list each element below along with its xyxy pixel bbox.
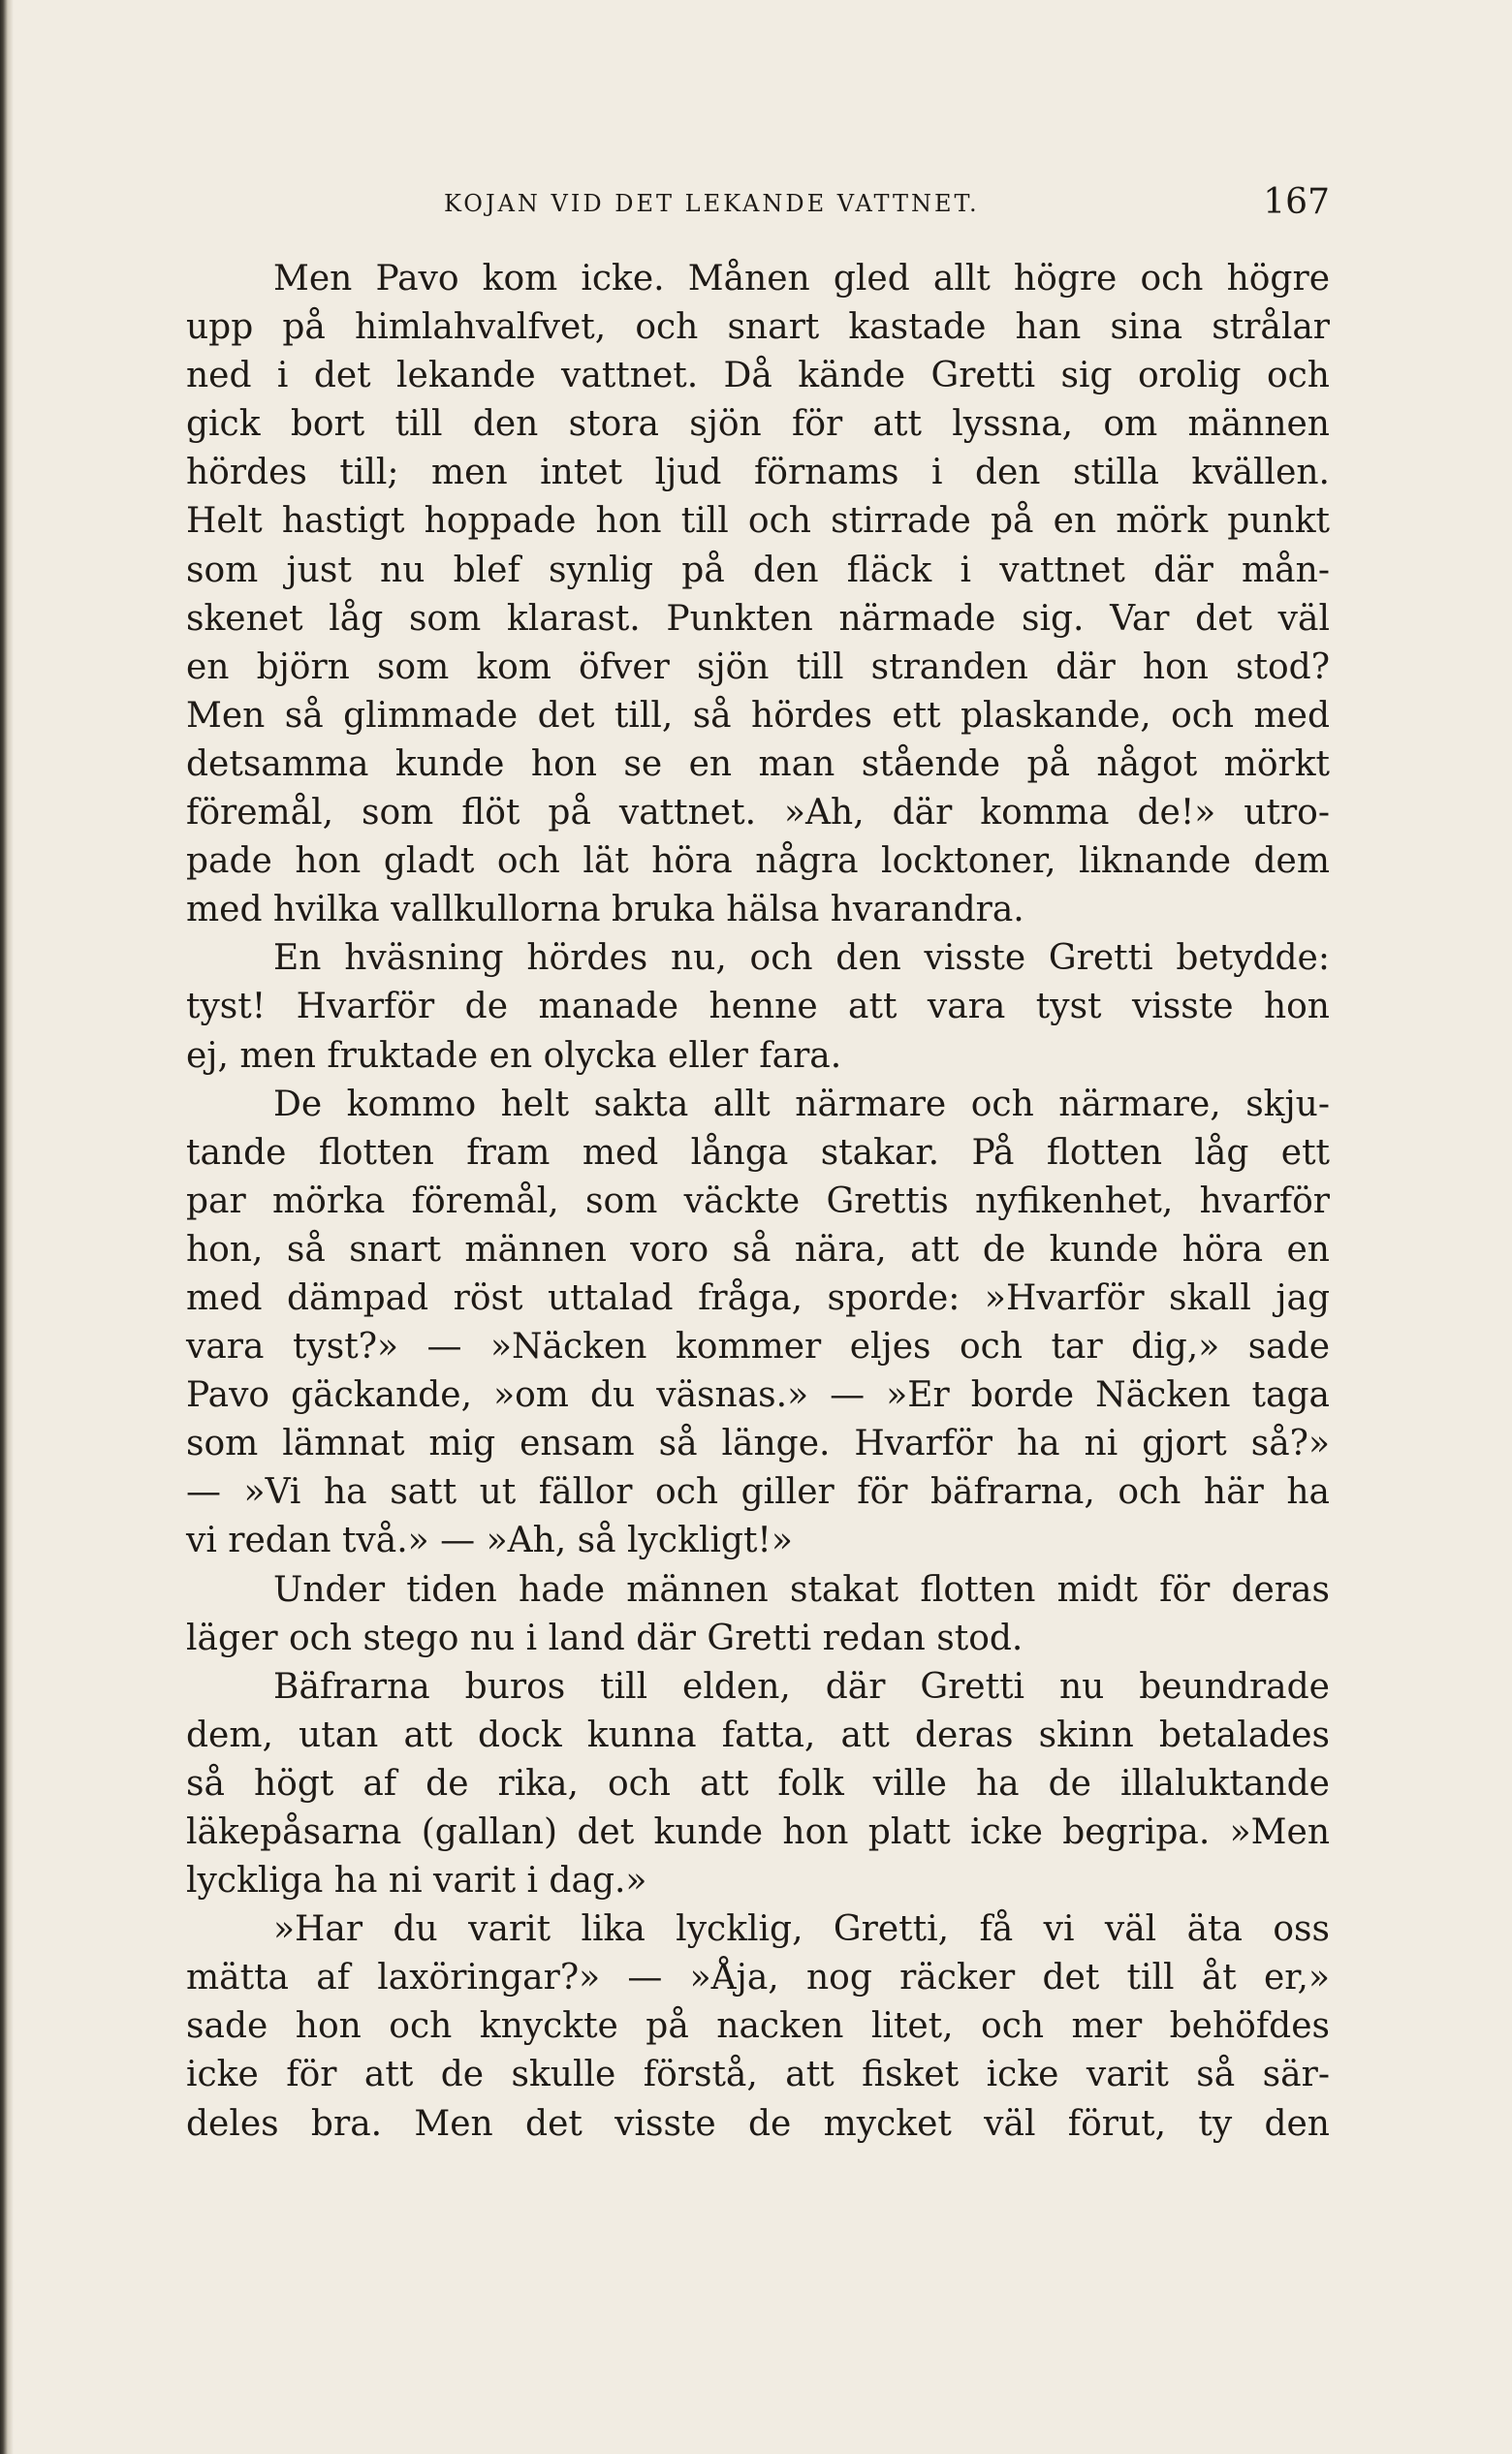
text-line: läkepåsarna (gallan) det kunde hon platt icke begripa. »Men — [186, 1812, 1330, 1852]
text-line: par mörka föremål, som väckte Grettis nyfikenhet, hvarför — [186, 1180, 1330, 1221]
text-line: — »Vi ha satt ut fällor och giller för bäfrarna, och här ha — [186, 1472, 1330, 1513]
running-title: KOJAN VID DET LEKANDE VATTNET. — [444, 190, 980, 217]
text-line: detsamma kunde hon se en man stående på något mörkt — [186, 743, 1330, 784]
text-line: skenet låg som klarast. Punkten närmade sig. Var det väl — [186, 598, 1330, 639]
text-line: ej, men fruktade en olycka eller fara. — [186, 1035, 842, 1076]
page-number: 167 — [1263, 182, 1330, 222]
text-line: ned i det lekande vattnet. Då kände Gretti sig orolig och — [186, 356, 1330, 396]
text-line: Men så glimmade det till, så hördes ett plaskande, och med — [186, 695, 1330, 736]
text-line: föremål, som flöt på vattnet. »Ah, där komma de!» utro- — [186, 793, 1330, 834]
text-line: »Har du varit lika lycklig, Gretti, få vi väl äta oss — [273, 1909, 1330, 1950]
text-line: Helt hastigt hoppade hon till och stirrade på en mörk punkt — [186, 501, 1330, 542]
text-line: hon, så snart männen voro så nära, att de kunde höra en — [186, 1229, 1330, 1270]
text-line: lyckliga ha ni varit i dag.» — [186, 1861, 647, 1902]
text-line: pade hon gladt och lät höra några locktoner, liknande dem — [186, 841, 1330, 882]
text-line: Under tiden hade männen stakat flotten midt för deras — [273, 1569, 1330, 1610]
text-line: En hväsning hördes nu, och den visste Gretti betydde: — [273, 938, 1330, 979]
text-line: vara tyst?» — »Näcken kommer eljes och tar dig,» sade — [186, 1327, 1330, 1368]
text-line: gick bort till den stora sjön för att lyssna, om männen — [186, 404, 1330, 445]
text-line: Men Pavo kom icke. Månen gled allt högre och högre — [273, 259, 1330, 299]
text-line: tyst! Hvarför de manade henne att vara tyst visste hon — [186, 987, 1330, 1027]
page-header — [444, 182, 1330, 227]
text-line: med hvilka vallkullorna bruka hälsa hvarandra. — [186, 890, 1024, 930]
text-line: sade hon och knyckte på nacken litet, och mer behöfdes — [186, 2006, 1330, 2047]
text-line: läger och stego nu i land där Gretti redan stod. — [186, 1618, 1024, 1658]
text-line: en björn som kom öfver sjön till stranden där hon stod? — [186, 646, 1330, 687]
text-line: tande flotten fram med långa stakar. På flotten låg ett — [186, 1132, 1330, 1173]
text-line: deles bra. Men det visste de mycket väl förut, ty den — [186, 2103, 1330, 2144]
text-line: hördes till; men intet ljud förnams i den stilla kvällen. — [186, 453, 1330, 493]
text-line: så högt af de rika, och att folk ville ha de illaluktande — [186, 1763, 1330, 1804]
text-line: dem, utan att dock kunna fatta, att deras skinn betalades — [186, 1715, 1330, 1755]
text-line: icke för att de skulle förstå, att fisket icke varit så sär- — [186, 2055, 1330, 2095]
body-text — [186, 255, 1330, 2149]
text-line: som lämnat mig ensam så länge. Hvarför ha ni gjort så?» — [186, 1424, 1330, 1464]
text-line: med dämpad röst uttalad fråga, sporde: »Hvarför skall jag — [186, 1277, 1330, 1318]
page-edge-shadow — [0, 0, 14, 2454]
text-line: vi redan två.» — »Ah, så lyckligt!» — [186, 1521, 793, 1561]
text-line: Pavo gäckande, »om du väsnas.» — »Er borde Näcken taga — [186, 1375, 1330, 1416]
text-line: som just nu blef synlig på den fläck i vattnet där mån- — [186, 550, 1330, 590]
text-line: Bäfrarna buros till elden, där Gretti nu beundrade — [273, 1666, 1330, 1707]
text-line: upp på himlahvalfvet, och snart kastade han sina strålar — [186, 307, 1330, 348]
text-line: De kommo helt sakta allt närmare och närmare, skju- — [273, 1084, 1330, 1124]
text-line: mätta af laxöringar?» — »Åja, nog räcker det till åt er,» — [186, 1958, 1330, 1998]
